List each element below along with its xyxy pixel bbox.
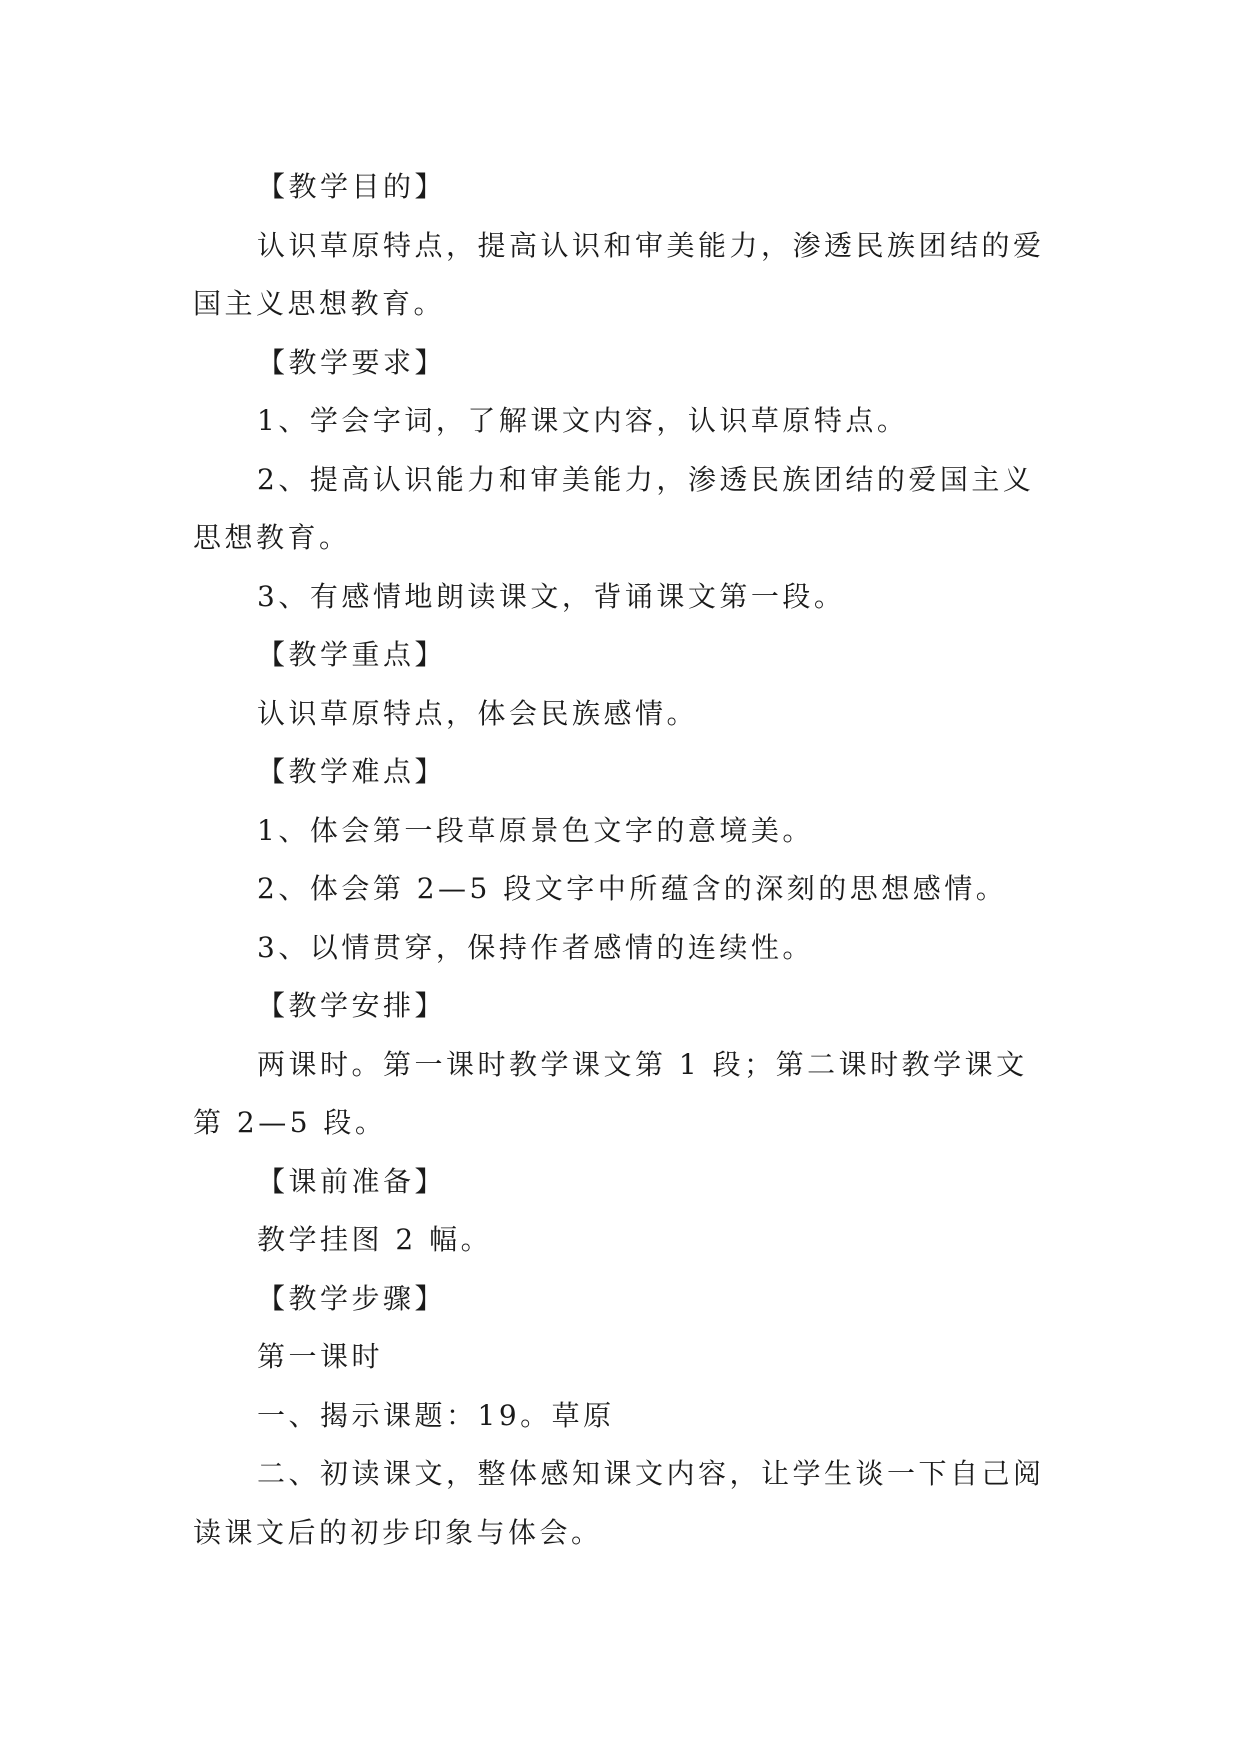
paragraph: 教学挂图 2 幅。 (257, 1223, 493, 1256)
paragraph: 第一课时 (257, 1340, 384, 1373)
list-item: 一、揭示课题：19。草原 (257, 1398, 615, 1432)
paragraph: 两课时。第一课时教学课文第 1 段；第二课时教学课文第 2—5 段。 (193, 1047, 1028, 1139)
section-heading-requirements: 【教学要求】 (257, 345, 447, 379)
paragraph: 认识草原特点，提高认识和审美能力，渗透民族团结的爱国主义思想教育。 (193, 228, 1045, 320)
section-heading-preparation: 【课前准备】 (257, 1164, 447, 1198)
list-item: 3、有感情地朗读课文，背诵课文第一段。 (257, 579, 846, 613)
paragraph: 认识草原特点，体会民族感情。 (257, 696, 699, 730)
document-body (193, 158, 1053, 1562)
list-item: 3、以情贯穿，保持作者感情的连续性。 (257, 930, 814, 964)
section-heading-schedule: 【教学安排】 (257, 989, 447, 1022)
section-heading-difficulties: 【教学难点】 (257, 755, 447, 788)
list-item: 1、学会字词，了解课文内容，认识草原特点。 (257, 404, 909, 437)
section-heading-purpose: 【教学目的】 (257, 170, 447, 203)
list-item: 2、提高认识能力和审美能力，渗透民族团结的爱国主义思想教育。 (193, 462, 1035, 554)
list-item: 二、初读课文，整体感知课文内容，让学生谈一下自己阅读课文后的初步印象与体会。 (193, 1457, 1045, 1549)
list-item: 2、体会第 2—5 段文字中所蕴含的深刻的思想感情。 (257, 872, 1008, 905)
list-item: 1、体会第一段草原景色文字的意境美。 (257, 813, 814, 847)
section-heading-key-points: 【教学重点】 (257, 638, 447, 671)
section-heading-steps: 【教学步骤】 (257, 1281, 447, 1315)
